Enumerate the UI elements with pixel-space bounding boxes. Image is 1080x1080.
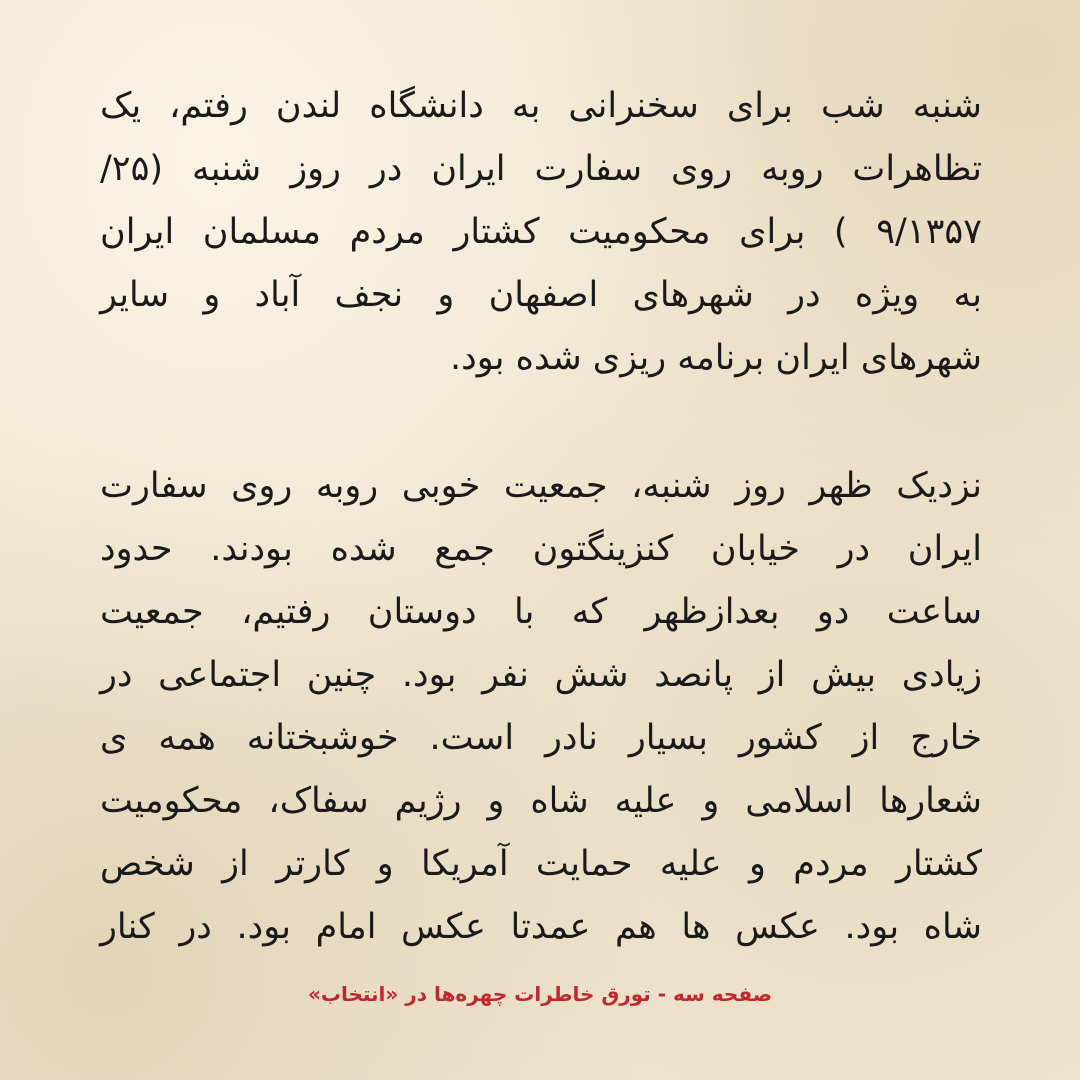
text-line: ۹/۱۳۵۷ ) برای محکومیت کشتار مردم مسلمان ایران [100, 212, 982, 252]
text-line: شنبه شب برای سخنرانی به دانشگاه لندن رفتم، یک [100, 86, 982, 126]
text-line: به ویژه در شهرهای اصفهان و نجف آباد و سایر [100, 275, 982, 315]
text-line: زیادی بیش از پانصد شش نفر بود. چنین اجتماعی در [100, 655, 982, 695]
text-line: شعارها اسلامی و علیه شاه و رژیم سفاک، محکومیت [100, 781, 982, 821]
text-line: شاه بود. عکس ها هم عمدتا عکس امام بود. در کنار [100, 907, 982, 947]
text-line: تظاهرات روبه روی سفارت ایران در روز شنبه (۲۵/ [100, 149, 982, 189]
paragraph-2 [100, 455, 982, 959]
text-line: خارج از کشور بسیار نادر است. خوشبختانه همه ی [100, 718, 982, 758]
text-line: ایران در خیابان کنزینگتون جمع شده بودند. حدود [100, 529, 982, 569]
text-line: ساعت دو بعدازظهر که با دوستان رفتیم، جمعیت [100, 592, 982, 632]
footer-caption: صفحه سه - تورق خاطرات چهره‌ها در «انتخاب» [307, 982, 773, 1006]
text-line: نزدیک ظهر روز شنبه، جمعیت خوبی روبه روی سفارت [100, 466, 982, 506]
text-line: شهرهای ایران برنامه ریزی شده بود. [449, 338, 982, 378]
paragraph-1 [100, 75, 982, 390]
text-line: کشتار مردم و علیه حمایت آمریکا و کارتر از شخص [100, 844, 982, 884]
